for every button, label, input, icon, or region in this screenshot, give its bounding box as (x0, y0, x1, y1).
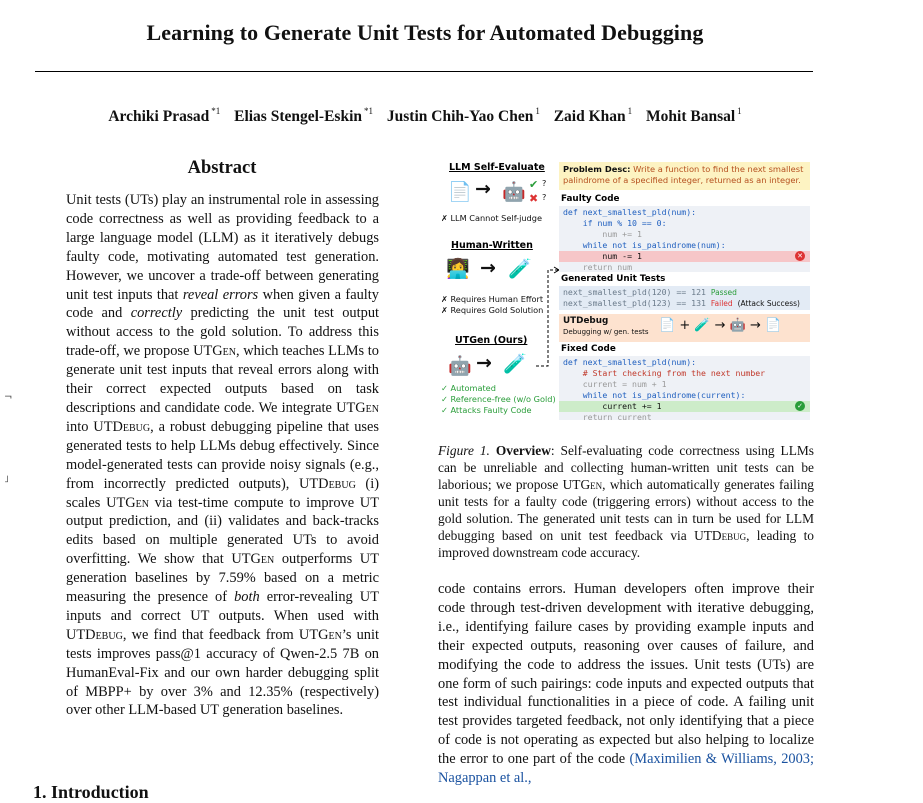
utdebug-name: UTDebug (299, 475, 356, 492)
question-mark: ? (542, 178, 547, 188)
utgen-note: ✓ Automated (441, 383, 496, 393)
code-line: def next_smallest_pld(num): (563, 207, 697, 217)
abstract-text: error-revealing UT inputs and correct UT outputs. When used with (66, 589, 379, 624)
caption-text: : Self-evaluating code correctness using LLMs can be unreliable and collecting human-written unit tests can be laborious; we propose (438, 443, 814, 492)
human-written-note: ✗ Requires Human Effort (441, 294, 544, 304)
code-line-error (559, 251, 810, 262)
utgen-name: UTGen (562, 477, 603, 492)
figure-caption (438, 442, 814, 561)
utdebug-name: UTDebug (694, 528, 747, 543)
author-affiliation: 1 (627, 106, 633, 116)
author (554, 108, 632, 125)
author-affiliation: 1 (737, 106, 742, 116)
abstract-text: when given a faulty code and (66, 286, 379, 322)
code-line: current = num + 1 (563, 379, 667, 389)
code-line: return num (563, 262, 633, 272)
utgen-name: UTGen (298, 626, 342, 643)
caption-bold: Overview (495, 443, 551, 458)
abstract-text: Unit tests (UTs) play an instrumental role in assessing code correctness as well as providing feedback to a large language model (LLM) as it iteratively debugs faulty code, motivating automated test generation. However, we uncover a trade-off between generating unit test inputs that (66, 192, 379, 303)
test-tube-icon: 🧪 (503, 353, 527, 375)
abstract-text: , a robust debugging pipeline that uses generated tests to help LLMs debug effectively. Since model-generated tests can provide noisy signals (e.g., from incorrectly predicted outputs), (66, 418, 379, 492)
utdebug-label: UTDebug (563, 316, 609, 326)
title-rule (35, 71, 813, 72)
problem-desc-label: Problem Desc: (563, 164, 631, 174)
utgen-name: UTGen (231, 551, 275, 568)
paper-title: Learning to Generate Unit Tests for Automated Debugging (146, 20, 704, 45)
author (234, 108, 373, 125)
section-heading: 1. Introduction (33, 782, 149, 802)
caption-text: , which automatically generates failing unit tests for a faulty code (triggering errors) without access to the gold solution. The generated unit tests can in turn be used for LLM debugging based on unit test feedback via (438, 477, 814, 543)
utgen-name: UTGen (336, 399, 379, 416)
author-name: Archiki Prasad (108, 108, 210, 125)
author-name: Zaid Khan (553, 108, 626, 125)
test-tube-icon: 🧪 (508, 258, 532, 280)
abstract-text: outperforms UT generation baselines by 7.59% based on a metric measuring the presence of (66, 551, 379, 606)
code-text: current += 1 (563, 401, 662, 411)
intro-body (438, 580, 814, 788)
author (646, 108, 742, 125)
author-affiliation: *1 (364, 106, 374, 116)
caption-fig-number: Figure 1. (438, 443, 490, 458)
body-text: code contains errors. Human developers often improve their code through test-driven development with iterative debugging, i.e., identifying failure cases by providing example inputs and their expected outputs, reasoning over causes of failure, and modifying the code to address the issues. Unit tests (UTs) are one form of such pairings: code inputs and expected outputs that test individual functionalities in a piece of code. A failing unit test provides targeted feedback, not only identifying that a piece of code is not operating as expected but also helping to localize the error to one part of the code (438, 581, 814, 768)
utgen-note: ✓ Attacks Faulty Code (441, 405, 532, 415)
code-line: if num % 10 == 0: (563, 218, 667, 228)
author-name: Elias Stengel-Eskin (234, 108, 363, 125)
test-status-passed: Passed (710, 288, 737, 297)
code-line: # Start checking from the next number (563, 368, 766, 378)
abstract-emph: reveal errors (182, 286, 259, 303)
check-icon: ✔ (529, 178, 539, 191)
utdebug-name: UTDebug (66, 626, 123, 643)
arrow-right-icon: → (476, 352, 492, 374)
human-written-label: Human-Written (451, 240, 533, 251)
debug-flow-icons: 📄 + 🧪 → 🤖 → 📄 (659, 318, 782, 333)
abstract-text: (i) scales (66, 475, 379, 511)
code-line: num += 1 (563, 229, 642, 239)
utgen-name: UTGen (193, 343, 236, 360)
code-line: while not is_palindrome(num): (563, 240, 726, 250)
dashed-flow-arrow (438, 158, 568, 420)
margin-mark: ¬ (4, 392, 13, 403)
author-affiliation: 1 (535, 106, 540, 116)
self-evaluate-label: LLM Self-Evaluate (449, 162, 545, 173)
abstract-text: , we find that feedback from (122, 626, 299, 643)
code-line-fixed (559, 401, 810, 412)
utgen-name: UTGen (106, 494, 149, 511)
utdebug-panel (559, 314, 810, 342)
utgen-note: ✓ Reference-free (w/o Gold) (441, 394, 556, 404)
fixed-code-label: Fixed Code (561, 344, 616, 354)
author (108, 108, 220, 125)
fixed-code-block (559, 356, 810, 420)
generated-tests-block (559, 286, 810, 310)
code-text: num -= 1 (563, 251, 642, 261)
arrow-right-icon: → (480, 257, 496, 279)
caption-text: , leading to improved downstream code accuracy. (438, 528, 814, 560)
author-name: Mohit Bansal (646, 108, 736, 125)
problem-desc-text: Write a function to find the next smallest palindrome of a specified integer, returned as an integer. (563, 164, 804, 185)
human-written-note: ✗ Requires Gold Solution (441, 305, 544, 315)
self-evaluate-note: ✗ LLM Cannot Self-judge (441, 213, 542, 223)
test-line (563, 298, 806, 309)
abstract-body (66, 191, 379, 720)
question-mark: ? (542, 192, 547, 202)
author (387, 108, 540, 125)
code-line: def next_smallest_pld(num): (563, 357, 697, 367)
error-icon: ✕ (795, 251, 805, 261)
generated-tests-label: Generated Unit Tests (561, 274, 666, 284)
test-code: next_smallest_pld(120) == 121 (563, 287, 706, 297)
test-status-note: (Attack Success) (737, 299, 800, 308)
abstract-text: into (66, 418, 94, 435)
abstract-text: predicting the unit test output without access to the gold solution. To address this trade-off, we propose (66, 305, 380, 360)
robot-icon: 🤖 (502, 181, 526, 203)
author-list (0, 106, 850, 126)
test-code: next_smallest_pld(123) == 131 (563, 298, 706, 308)
author-affiliation: *1 (211, 106, 221, 116)
code-text: next_smallest_pld(num): (582, 207, 697, 217)
code-line: return current (563, 412, 652, 422)
abstract-emph: both (234, 589, 260, 606)
human-at-desk-icon: 👩‍💻 (446, 258, 470, 280)
abstract-heading: Abstract (187, 158, 257, 178)
test-status-failed: Failed (710, 299, 733, 308)
code-line: while not is_palindrome(current): (563, 390, 746, 400)
test-line (563, 287, 806, 298)
document-icon: 📄 (448, 181, 472, 203)
margin-mark: ˩ (4, 474, 9, 485)
cross-icon: ✖ (529, 192, 539, 205)
abstract-emph: correctly (130, 305, 183, 322)
abstract-text: via test-time compute to improve UT output prediction, and (ii) validates and back-tracks edits based on multiple generated UTs to avoid overfitting. We show that (66, 494, 379, 568)
utdebug-sub: Debugging w/ gen. tests (563, 328, 649, 336)
arrow-right-icon: → (475, 178, 491, 200)
faulty-code-label: Faulty Code (561, 194, 620, 204)
success-icon: ✓ (795, 401, 805, 411)
author-name: Justin Chih-Yao Chen (386, 108, 534, 125)
figure-overview (438, 158, 816, 420)
robot-icon: 🤖 (448, 355, 472, 377)
abstract-text: ’s unit tests improves pass@1 accuracy of Qwen-2.5 7B on HumanEval-Fix and our own harder debugging split of MBPP+ by over 3% and 12.35% (respectively) over other LLM-based UT generation baselines. (66, 626, 379, 719)
abstract-text: , which teaches LLMs to generate unit test inputs that reveal errors along with their correct expected outputs based on task descriptions and candidate code. We integrate (66, 343, 380, 416)
faulty-code-block (559, 206, 810, 272)
utdebug-name: UTDebug (93, 418, 151, 435)
utgen-label: UTGen (Ours) (455, 335, 528, 346)
citation-link[interactable]: (Maximilien & Williams, 2003; Nagappan et al., (438, 751, 814, 787)
problem-description (559, 162, 810, 190)
